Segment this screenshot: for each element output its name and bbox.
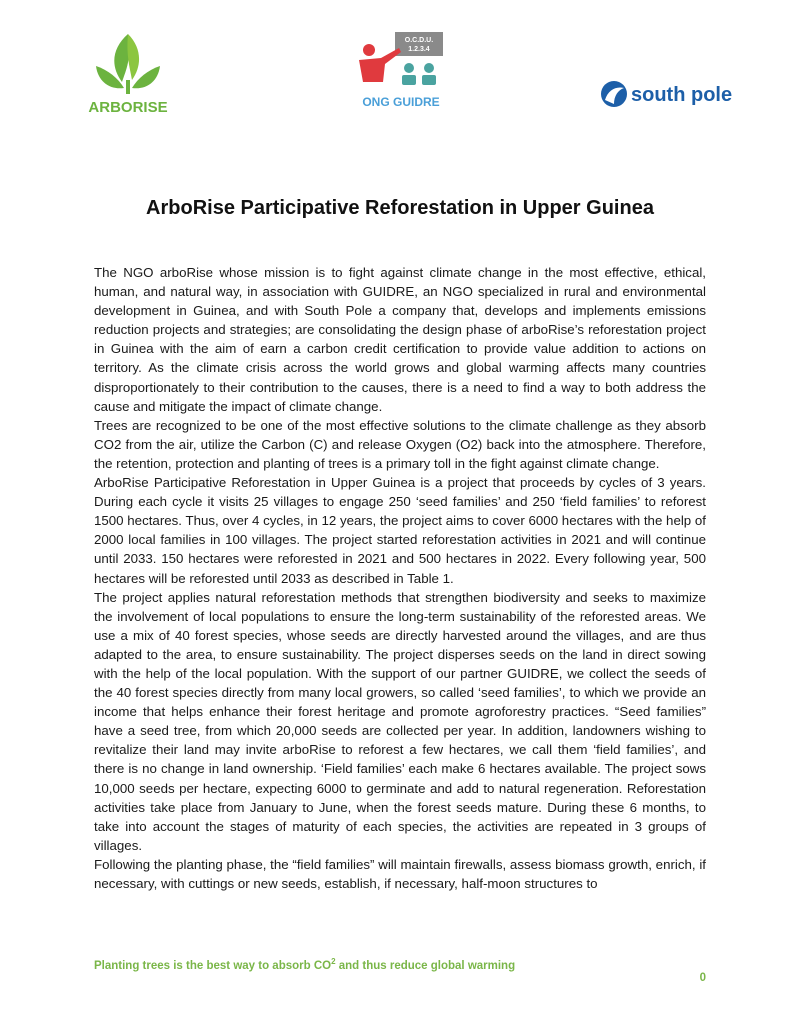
document-title: ArboRise Participative Reforestation in Upper Guinea: [146, 197, 654, 219]
south-pole-logo-text: south pole: [631, 84, 732, 106]
guidre-logo-text: ONG GUIDRE: [362, 95, 440, 109]
page-number: 0: [699, 972, 706, 984]
paragraph-methods: The project applies natural reforestation methods that strengthen biodiversity and seeks to maximize the involvement of local populations to ensure the long-term sustainability of the reforested areas. We use a mix of 40 forest species, whose seeds are directly harvested around the villages, and are thus adapted to the area, to ensure sustainability. The project disperses seeds on the land in direct sowing with the help of the local population. With the support of our partner GUIDRE, we collect the seeds of the 40 forest species directly from many local growers, so called ‘seed families’, to which we provide an income that helps enhance their forest heritage and promote agroforestry practices. “Seed families” have a seed tree, from which 20,000 seeds are collected per year. In addition, landowners wishing to revitalize their land may invite arboRise to reforest a few hectares, we call them ‘field families’, and there is no change in land ownership. ‘Field families’ each make 6 hectares available. The project sows 10,000 seeds per hectare, expecting 6000 to germinate and add to natural regeneration. Reforestation activities take place from January to June, when the forest seeds mature. During these 6 months, to take into account the stages of maturity of each species, the activities are repeated in 3 groups of villages.: [94, 589, 706, 853]
guidre-teacher-icon: [355, 32, 447, 112]
arborise-leaf-icon: [82, 30, 174, 118]
document-body: [94, 263, 706, 893]
south-pole-logo: [600, 78, 732, 112]
paragraph-intro: The NGO arboRise whose mission is to fight against climate change in the most effective, ethical, human, and natural way, in association with GUIDRE, an NGO specialized in rural and environmental development in Guinea, and with South Pole a company that, develops and implements emissions reduction projects and strategies; are consolidating the design phase of arboRise’s reforestation project in Guinea with the aim of earn a carbon credit certification to provide value addition to actions on territory. As the climate crisis across the world grows and global warming affects many countries disproportionately to their contribution to the causes, there is a need to find a way to both address the cause and mitigate the impact of climate change.: [94, 265, 706, 414]
paragraph-planting-phase: Following the planting phase, the “field families” will maintain firewalls, assess biomass growth, enrich, if necessary, with cuttings or new seeds, establish, if necessary, half-moon structures to: [94, 856, 706, 891]
footer-slogan-start: Planting trees is the best way to absorb CO: [94, 959, 332, 972]
paragraph-project-cycles: ArboRise Participative Reforestation in Upper Guinea is a project that proceeds by cycles of 3 years. During each cycle it visits 25 villages to engage 250 ‘seed families’ and 250 ‘field families’ to reforest 1500 hectares. Thus, over 4 cycles, in 12 years, the project aims to cover 6000 hectares with the help of 2000 local families in 100 villages. The project started reforestation activities in 2021 and will continue until 2033. 150 hectares were reforested in 2021 and 500 hectares in 2022. Every following year, 500 hectares will be reforested until 2033 as described in Table 1.: [94, 475, 706, 586]
paragraph-trees: Trees are recognized to be one of the most effective solutions to the climate challenge as they absorb CO2 from the air, utilize the Carbon (C) and release Oxygen (O2) back into the atmosphere. Therefore, the retention, protection and planting of trees is a primary toll in the fight against climate change.: [94, 417, 706, 471]
arborise-logo: [82, 30, 174, 118]
guidre-logo: [355, 32, 447, 112]
arborise-logo-text: ARBORISE: [88, 99, 168, 116]
svg-text:O.C.D.U.: O.C.D.U.: [404, 37, 434, 44]
footer-slogan-subscript: 2: [331, 957, 336, 966]
south-pole-wave-icon: [600, 78, 732, 112]
svg-text:1.2.3.4: 1.2.3.4: [408, 46, 430, 53]
footer-slogan: [94, 957, 515, 972]
footer-slogan-end: and thus reduce global warming: [335, 959, 516, 972]
